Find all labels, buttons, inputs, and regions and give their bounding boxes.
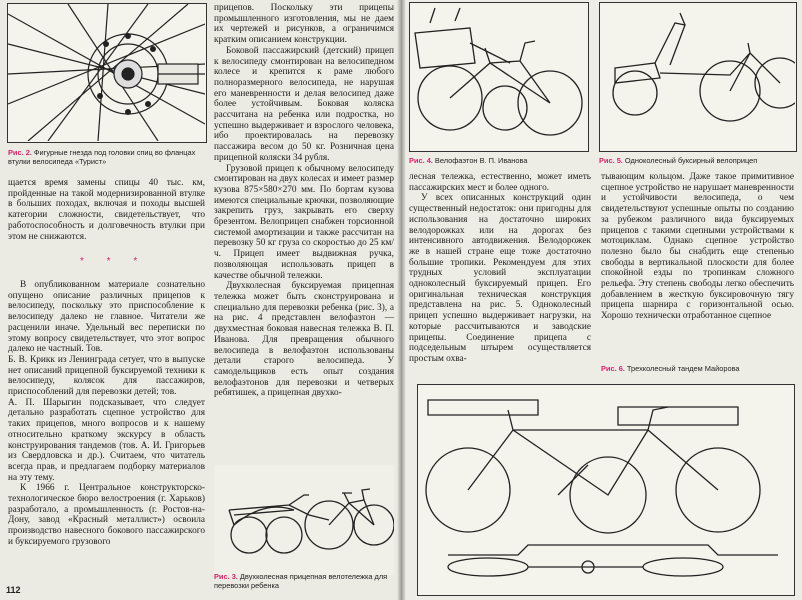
figure-6-tandem-drawing: [417, 384, 795, 596]
figure-5-caption: [599, 156, 797, 165]
figure-5-number: Рис. 5.: [599, 156, 623, 165]
left-col2: [214, 3, 394, 399]
figure-2-text: Фигурные гнезда под головки спиц во фланцах втулки велосипеда «Турист»: [8, 148, 196, 166]
figure-3-caption: [214, 572, 394, 590]
figure-2-hub-drawing: [7, 3, 207, 143]
figure-5-text: Одноколесный буксирный велоприцеп: [624, 156, 758, 165]
figure-2-number: Рис. 2.: [8, 148, 32, 157]
figure-4-velophaeton-drawing: [409, 2, 589, 152]
right-col1: [409, 172, 591, 365]
paragraph: прицепов. Поскольку эти прицепы промышленного изготовления, мы не даем их чертежей и рисунков, а ограничимся кратким описанием конструкции.: [214, 3, 394, 46]
paragraph: К 1966 г. Центральное конструкторско-технологическое бюро велостроения (г. Харьков) разработало, а промышленность (г. Ростов-на-Дону, завод «Красный металлист») освоила производство навесного бокового пассажирского и буксируемого грузового: [8, 483, 205, 547]
right-page: [401, 0, 802, 600]
page-gutter: [397, 0, 406, 600]
figure-2-caption: [8, 148, 208, 166]
figure-3-number: Рис. 3.: [214, 572, 238, 581]
section-stars: * * *: [80, 256, 148, 267]
paragraph: А. П. Шарыгин подсказывает, что следует детально разработать сцепное устройство для таких прицепов, много вопросов и к нашему относительно краткому экскурсу в область конструирования тандемов (тов. А. И. Григорьев из Свердловска и др.). Считаем, что читатель всегда прав, и предлагаем подборку материалов на эту тему.: [8, 397, 205, 483]
figure-3-trailer-drawing: [214, 465, 394, 575]
figure-6-text: Трехколесный тандем Майорова: [626, 364, 740, 373]
paragraph: щается время замены спицы 40 тыс. км, пройденные на такой модернизированной втулке в больших походах, включая и походы высшей категории сложности, свидетельствует, что работоспособность и долговечность втулки при этом не снижаются.: [8, 178, 205, 242]
left-col1-bottom: [8, 280, 205, 548]
figure-4-number: Рис. 4.: [409, 156, 433, 165]
figure-4-caption: [409, 156, 589, 165]
figure-6-caption: [601, 364, 794, 373]
right-col2: [601, 172, 794, 322]
paragraph: тывающим кольцом. Даже такое примитивное сцепное устройство не нарушает маневренности и устойчивости велосипеда, о чем свидетельствуют успешные опыты по созданию за рубежом различного вида буксируемых прицепов с такими сцепными устройствами к мотоциклам. Однако сцепное устройство полезно было бы снабдить еще степенью свободы в вертикальной плоскости для более спокойной езды по тропинкам сложного рельефа. Эту степень свободы легко обеспечить добавлением в жесткую буксировочную тягу прицепа шарнира с горизонтальной осью. Хорошо технически отработанное сцепное: [601, 172, 794, 322]
figure-6-number: Рис. 6.: [601, 364, 625, 373]
figure-5-trailer-drawing: [599, 2, 797, 152]
figure-3-text: Двухколесная прицепная велотележка для перевозки ребенка: [214, 572, 388, 590]
paragraph: Б. В. Крикк из Ленинграда сетует, что в выпуске нет описаний прицепной буксируемой техники к велосипеду, колясок для пассажиров, приспособлений для перевозки детей; тов.: [8, 354, 205, 398]
page-number: 112: [6, 585, 21, 595]
left-col1-top: [8, 178, 205, 242]
paragraph: Грузовой прицеп к обычному велосипеду смонтирован на двух колесах и имеет размер кузова 875×580×270 мм. По бортам кузова имеются специальные крючки, позволяющие закрепить груз, закрывать его сверху брезентом. Велоприцеп снабжен торсионной системой амортизации и также рассчитан на перевозку 50 кг груза со скоростью до 25 км/ч. Прицеп имеет выдвижная ручка, позволяющая использовать прицеп в качестве обычной тележки.: [214, 163, 394, 281]
paragraph: лесная тележка, естественно, может иметь пассажирских мест и более одного.: [409, 172, 591, 193]
paragraph: Боковой пассажирский (детский) прицеп к велосипеду смонтирован на велосипедном колесе и крепится к раме любого полноразмерного велосипеда, не нарушая его маневренности и делая велосипед даже более устойчивым. Боковая коляска рассчитана на ребенка или подростка, но успешно выдерживает и взрослого человека, ибо проектировалась на перевозку пассажира весом до 50 кг. Розничная цена прицепной коляски 34 рубля.: [214, 45, 394, 163]
paragraph: У всех описанных конструкций один существенный недостаток: они пригодны для использования на достаточно широких велодорожках или на дорогах без интенсивного автодвижения. Велодорожек же в нашей стране еще тоже достаточно большие тропики. Рекомендуем для этих трудных условий эксплуатации одноколесный буксируемый прицеп. Его оригинальная техническая конструкция представлена на рис. 5. Одноколесный прицеп успешно выдерживает нагрузки, на которые рассчитываются и заводские прицепы. Соединение прицепа с подседельным штырем осуществляется простым охва-: [409, 193, 591, 364]
figure-4-text: Велофаэтон В. П. Иванова: [434, 156, 528, 165]
paragraph: В опубликованном материале сознательно опущено описание различных прицепов к велосипеду, поскольку это приспособление к велосипеду далеко не главное. Читатели же расценили иначе. Удельный вес переписки по этому вопросу свидетельствует, что этот вопрос далеко не частный. Тов.: [8, 280, 205, 355]
paragraph: Двухколесная буксируемая прицепная тележка может быть сконструирована и специально для перевозки ребенка (рис. 3), а на рис. 4 представлен велофаэтон — двухместная боковая навесная тележка В. П. Иванова. Для превращения обычного велосипеда в велофаэтон использованы детали старого велосипеда. У самодельщиков есть опыт создания велофаэтонов для перевозки и четверых ребятишек, а прицепная двухко-: [214, 281, 394, 399]
